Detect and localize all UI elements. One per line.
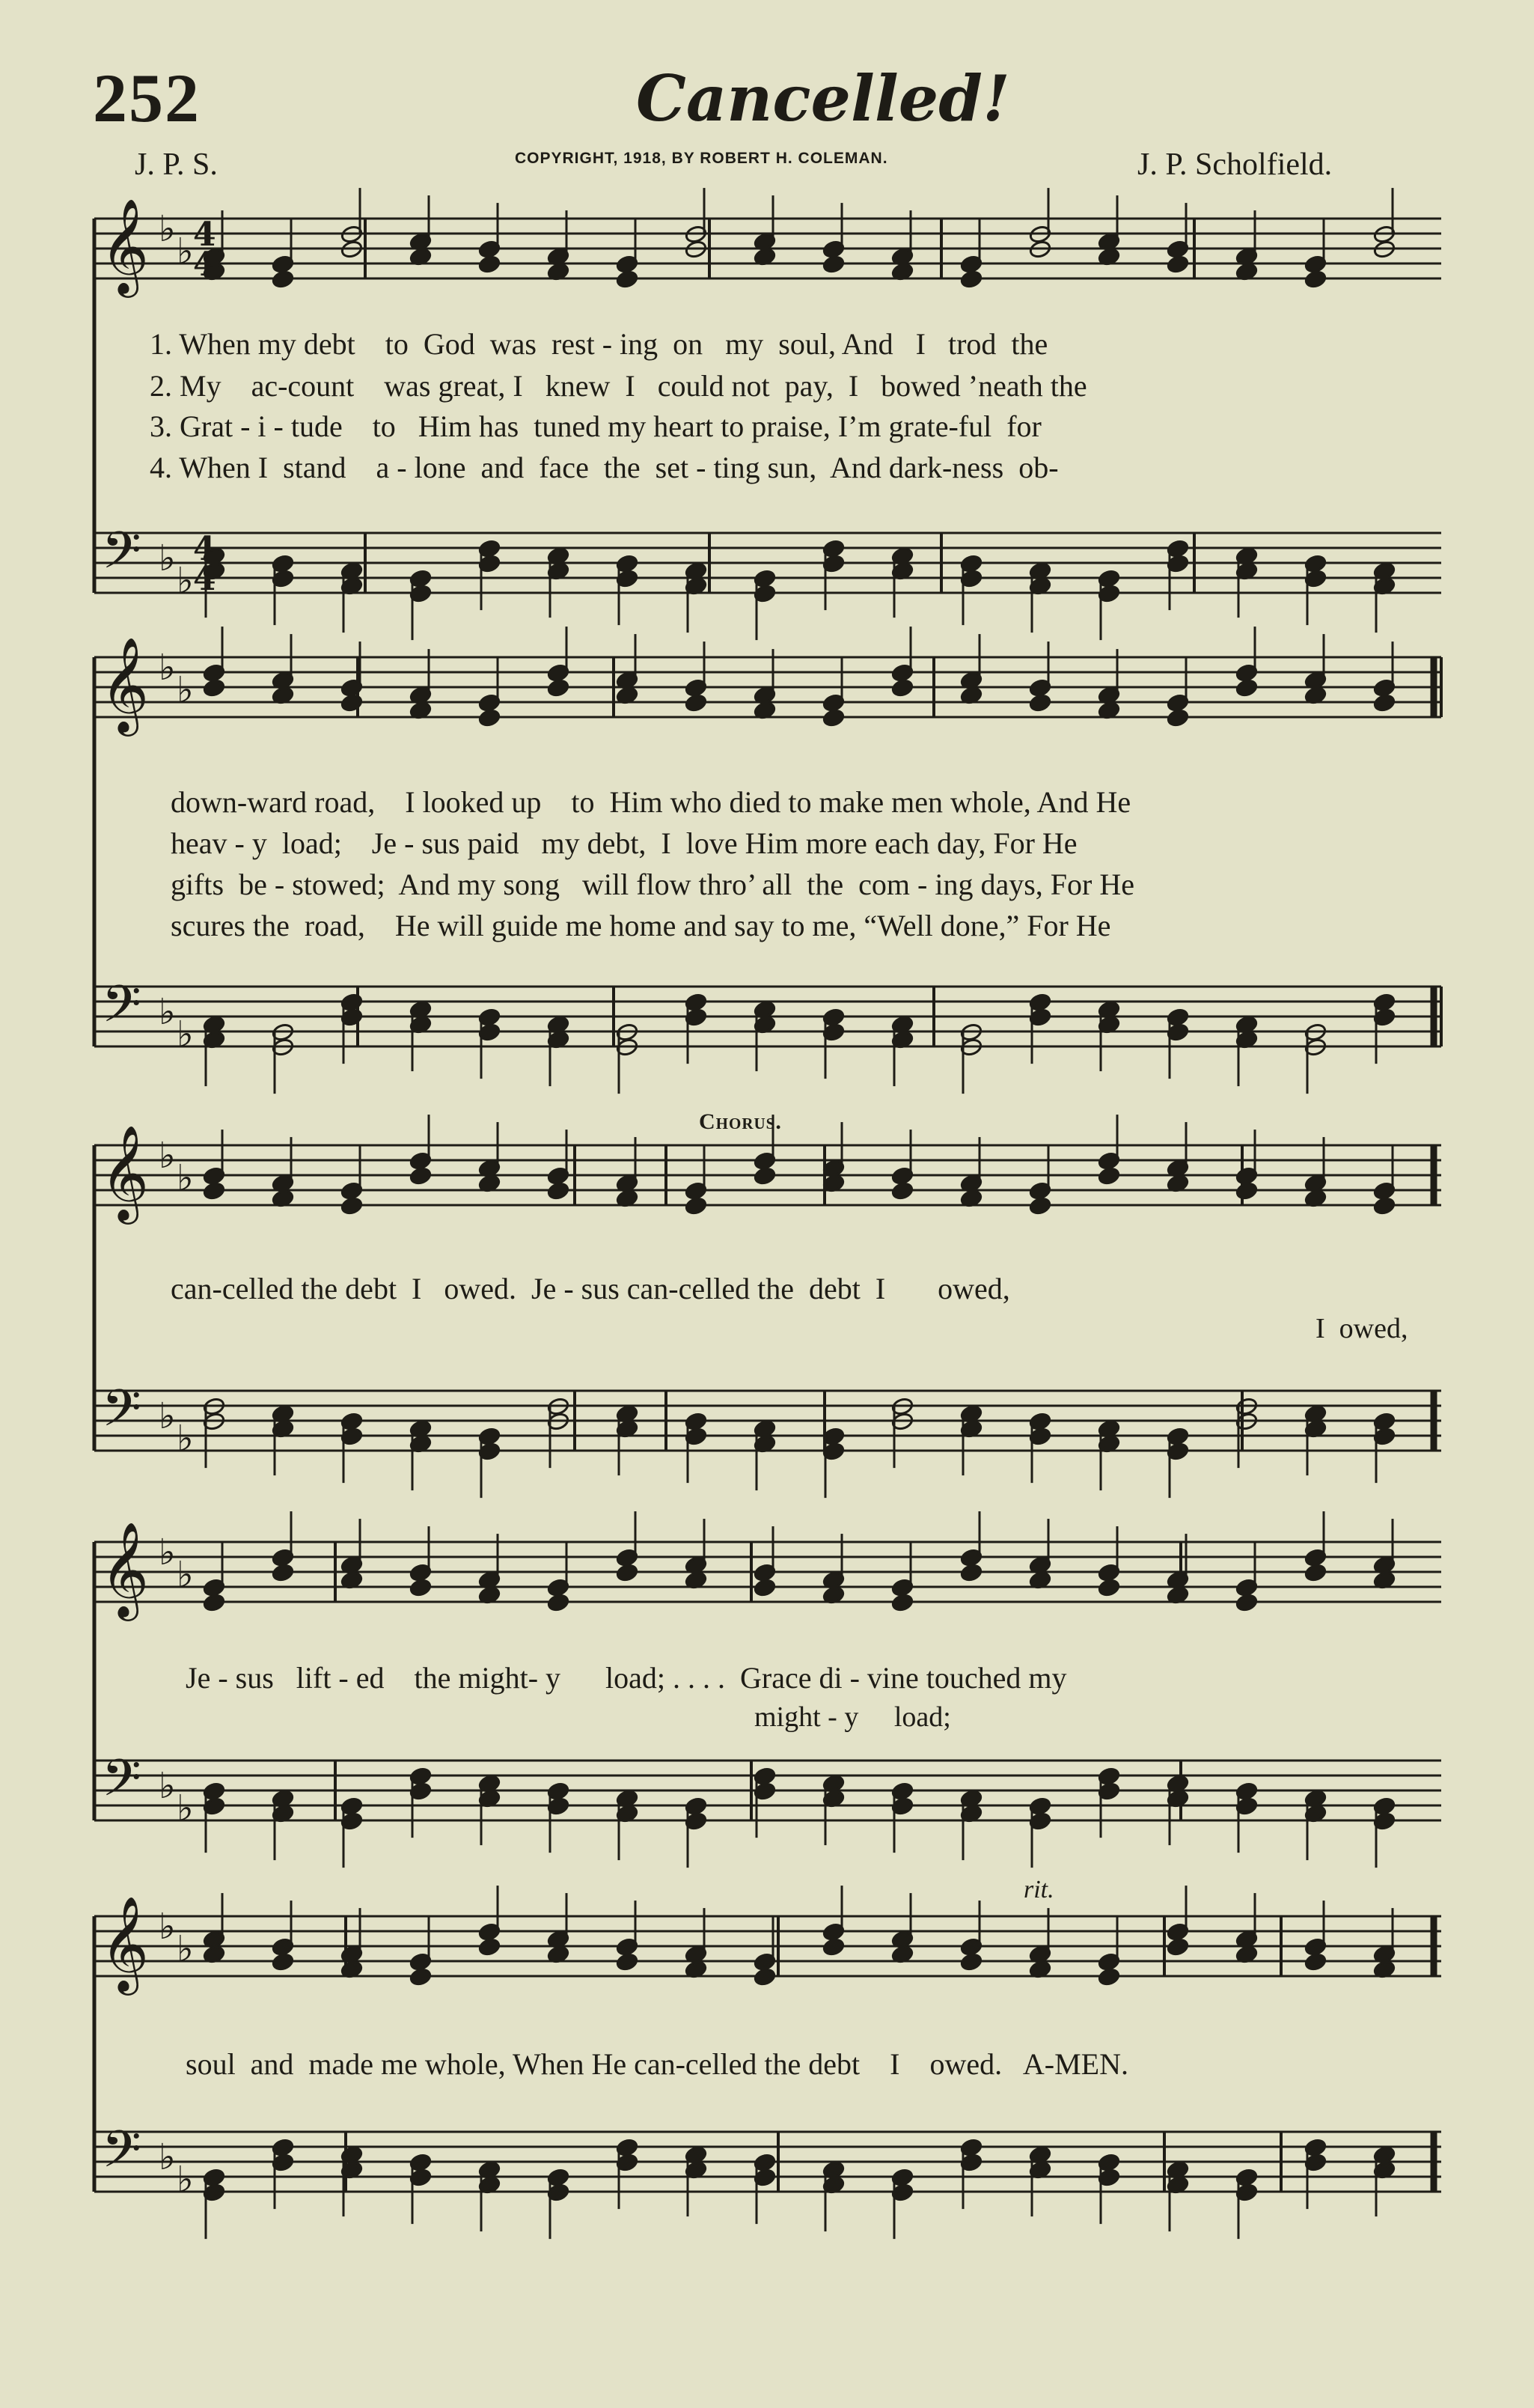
note-head [685, 1196, 708, 1216]
note-head [1373, 693, 1396, 713]
bass-clef-icon: 𝄢 [102, 1380, 141, 1451]
system2-verse-2: heav - y load; Je - sus paid my debt, I love Him more each day, For He [171, 826, 1078, 860]
copyright-notice: COPYRIGHT, 1918, BY ROBERT H. COLEMAN. [515, 150, 888, 167]
system4-echo: might - y load; [754, 1701, 951, 1733]
system1-verse-2: 2. My ac-count was great, I knew I could not pay, I bowed ’neath the [150, 369, 1087, 403]
flat-icon: ♭ [159, 537, 176, 579]
system1-verse-1: 1. When my debt to God was rest - ing on my soul, And I trod the [150, 327, 1048, 361]
note-head [891, 1181, 914, 1201]
flat-icon: ♭ [177, 1014, 194, 1055]
note-head [1167, 254, 1190, 274]
hymn-title: Cancelled! [636, 61, 1010, 135]
system4-lyric: Je - sus lift - ed the might- y load; . . . . Grace di - vine touched my [186, 1661, 1067, 1695]
note-head [547, 678, 570, 698]
system1-verse-3: 3. Grat - i - tude to Him has tuned my heart to praise, I’m grate-ful for [150, 409, 1042, 443]
note-head [754, 1578, 777, 1597]
flat-icon: ♭ [159, 1135, 176, 1177]
flat-icon: ♭ [159, 2136, 176, 2178]
note-head [822, 708, 846, 728]
note-head [1235, 678, 1259, 698]
treble-clef-icon: 𝄞 [100, 198, 150, 293]
flat-icon: ♭ [159, 1906, 176, 1948]
system3-lyric: can-celled the debt I owed. Je - sus can-celled the debt I owed, [171, 1272, 1010, 1305]
note-head [272, 269, 295, 289]
system5-lyric: soul and made me whole, When He can-celled the debt I owed. A-MEN. [186, 2047, 1128, 2081]
note-head [960, 1563, 983, 1582]
note-head [960, 269, 983, 289]
note-head [1235, 1593, 1259, 1612]
flat-icon: ♭ [177, 1418, 194, 1460]
note-head [1235, 1181, 1259, 1201]
note-head [822, 1937, 846, 1957]
note-head [272, 1952, 295, 1972]
note-head [340, 693, 364, 713]
note-head [409, 1578, 433, 1597]
flat-icon: ♭ [177, 1554, 194, 1596]
note-head [822, 254, 846, 274]
treble-clef-icon: 𝄞 [100, 1895, 150, 1991]
flat-icon: ♭ [159, 991, 176, 1033]
time-signature-digit: 4 [193, 216, 216, 254]
flat-icon: ♭ [159, 1531, 176, 1573]
flat-icon: ♭ [159, 1395, 176, 1437]
note-head [754, 1967, 777, 1987]
flat-icon: ♭ [177, 1928, 194, 1970]
note-head [478, 254, 501, 274]
time-signature-digit: 4 [193, 560, 216, 598]
flat-icon: ♭ [177, 669, 194, 711]
flat-icon: ♭ [159, 647, 176, 689]
bass-clef-icon: 𝄢 [102, 522, 141, 593]
lyricist-credit: J. P. S. [135, 147, 218, 182]
note-head [203, 1593, 226, 1612]
system3-echo: I owed, [1315, 1313, 1408, 1344]
note-head [203, 1181, 226, 1201]
note-head [1167, 1937, 1190, 1957]
hymn-number: 252 [93, 60, 201, 136]
system2-verse-3: gifts be - stowed; And my song will flow thro’ all the com - ing days, For He [171, 868, 1134, 901]
treble-clef-icon: 𝄞 [100, 636, 150, 732]
flat-icon: ♭ [159, 208, 176, 250]
system1-verse-4: 4. When I stand a - lone and face the set - ting sun, And dark-ness ob- [150, 451, 1059, 484]
note-head [960, 1952, 983, 1972]
system2-verse-1: down-ward road, I looked up to Him who died to make men whole, And He [171, 785, 1131, 819]
note-head [1098, 1967, 1121, 1987]
note-head [478, 1937, 501, 1957]
flat-icon: ♭ [177, 1157, 194, 1199]
note-head [409, 1967, 433, 1987]
note-head [616, 1563, 639, 1582]
bass-clef-icon: 𝄢 [102, 1749, 141, 1820]
note-head [203, 678, 226, 698]
note-head [891, 678, 914, 698]
bass-clef-icon: 𝄢 [102, 2121, 141, 2192]
note-head [547, 1181, 570, 1201]
flat-icon: ♭ [177, 560, 194, 602]
note-head [1304, 1563, 1327, 1582]
note-head [891, 1593, 914, 1612]
note-head [478, 708, 501, 728]
note-head [754, 1166, 777, 1186]
note-head [1373, 1196, 1396, 1216]
flat-icon: ♭ [159, 1765, 176, 1807]
flat-icon: ♭ [177, 2159, 194, 2201]
note-head [1167, 708, 1190, 728]
note-head [1304, 269, 1327, 289]
flat-icon: ♭ [177, 231, 194, 272]
system2-verse-4: scures the road, He will guide me home and say to me, “Well done,” For He [171, 909, 1111, 942]
ritardando-marking: rit. [1024, 1876, 1054, 1903]
note-head [547, 1593, 570, 1612]
note-head [1098, 1578, 1121, 1597]
note-head [1029, 693, 1052, 713]
chorus-label: Chorus. [699, 1109, 782, 1134]
note-head [340, 1196, 364, 1216]
note-head [685, 693, 708, 713]
note-head [1098, 1166, 1121, 1186]
note-head [272, 1563, 295, 1582]
treble-clef-icon: 𝄞 [100, 1521, 150, 1617]
note-head [1304, 1952, 1327, 1972]
treble-clef-icon: 𝄞 [100, 1124, 150, 1220]
flat-icon: ♭ [177, 1787, 194, 1829]
note-head [1029, 1196, 1052, 1216]
note-head [616, 1952, 639, 1972]
time-signature-digit: 4 [193, 246, 216, 284]
note-head [616, 269, 639, 289]
time-signature-digit: 4 [193, 530, 216, 568]
note-head [409, 1166, 433, 1186]
composer-credit: J. P. Scholfield. [1137, 147, 1333, 182]
bass-clef-icon: 𝄢 [102, 975, 141, 1046]
